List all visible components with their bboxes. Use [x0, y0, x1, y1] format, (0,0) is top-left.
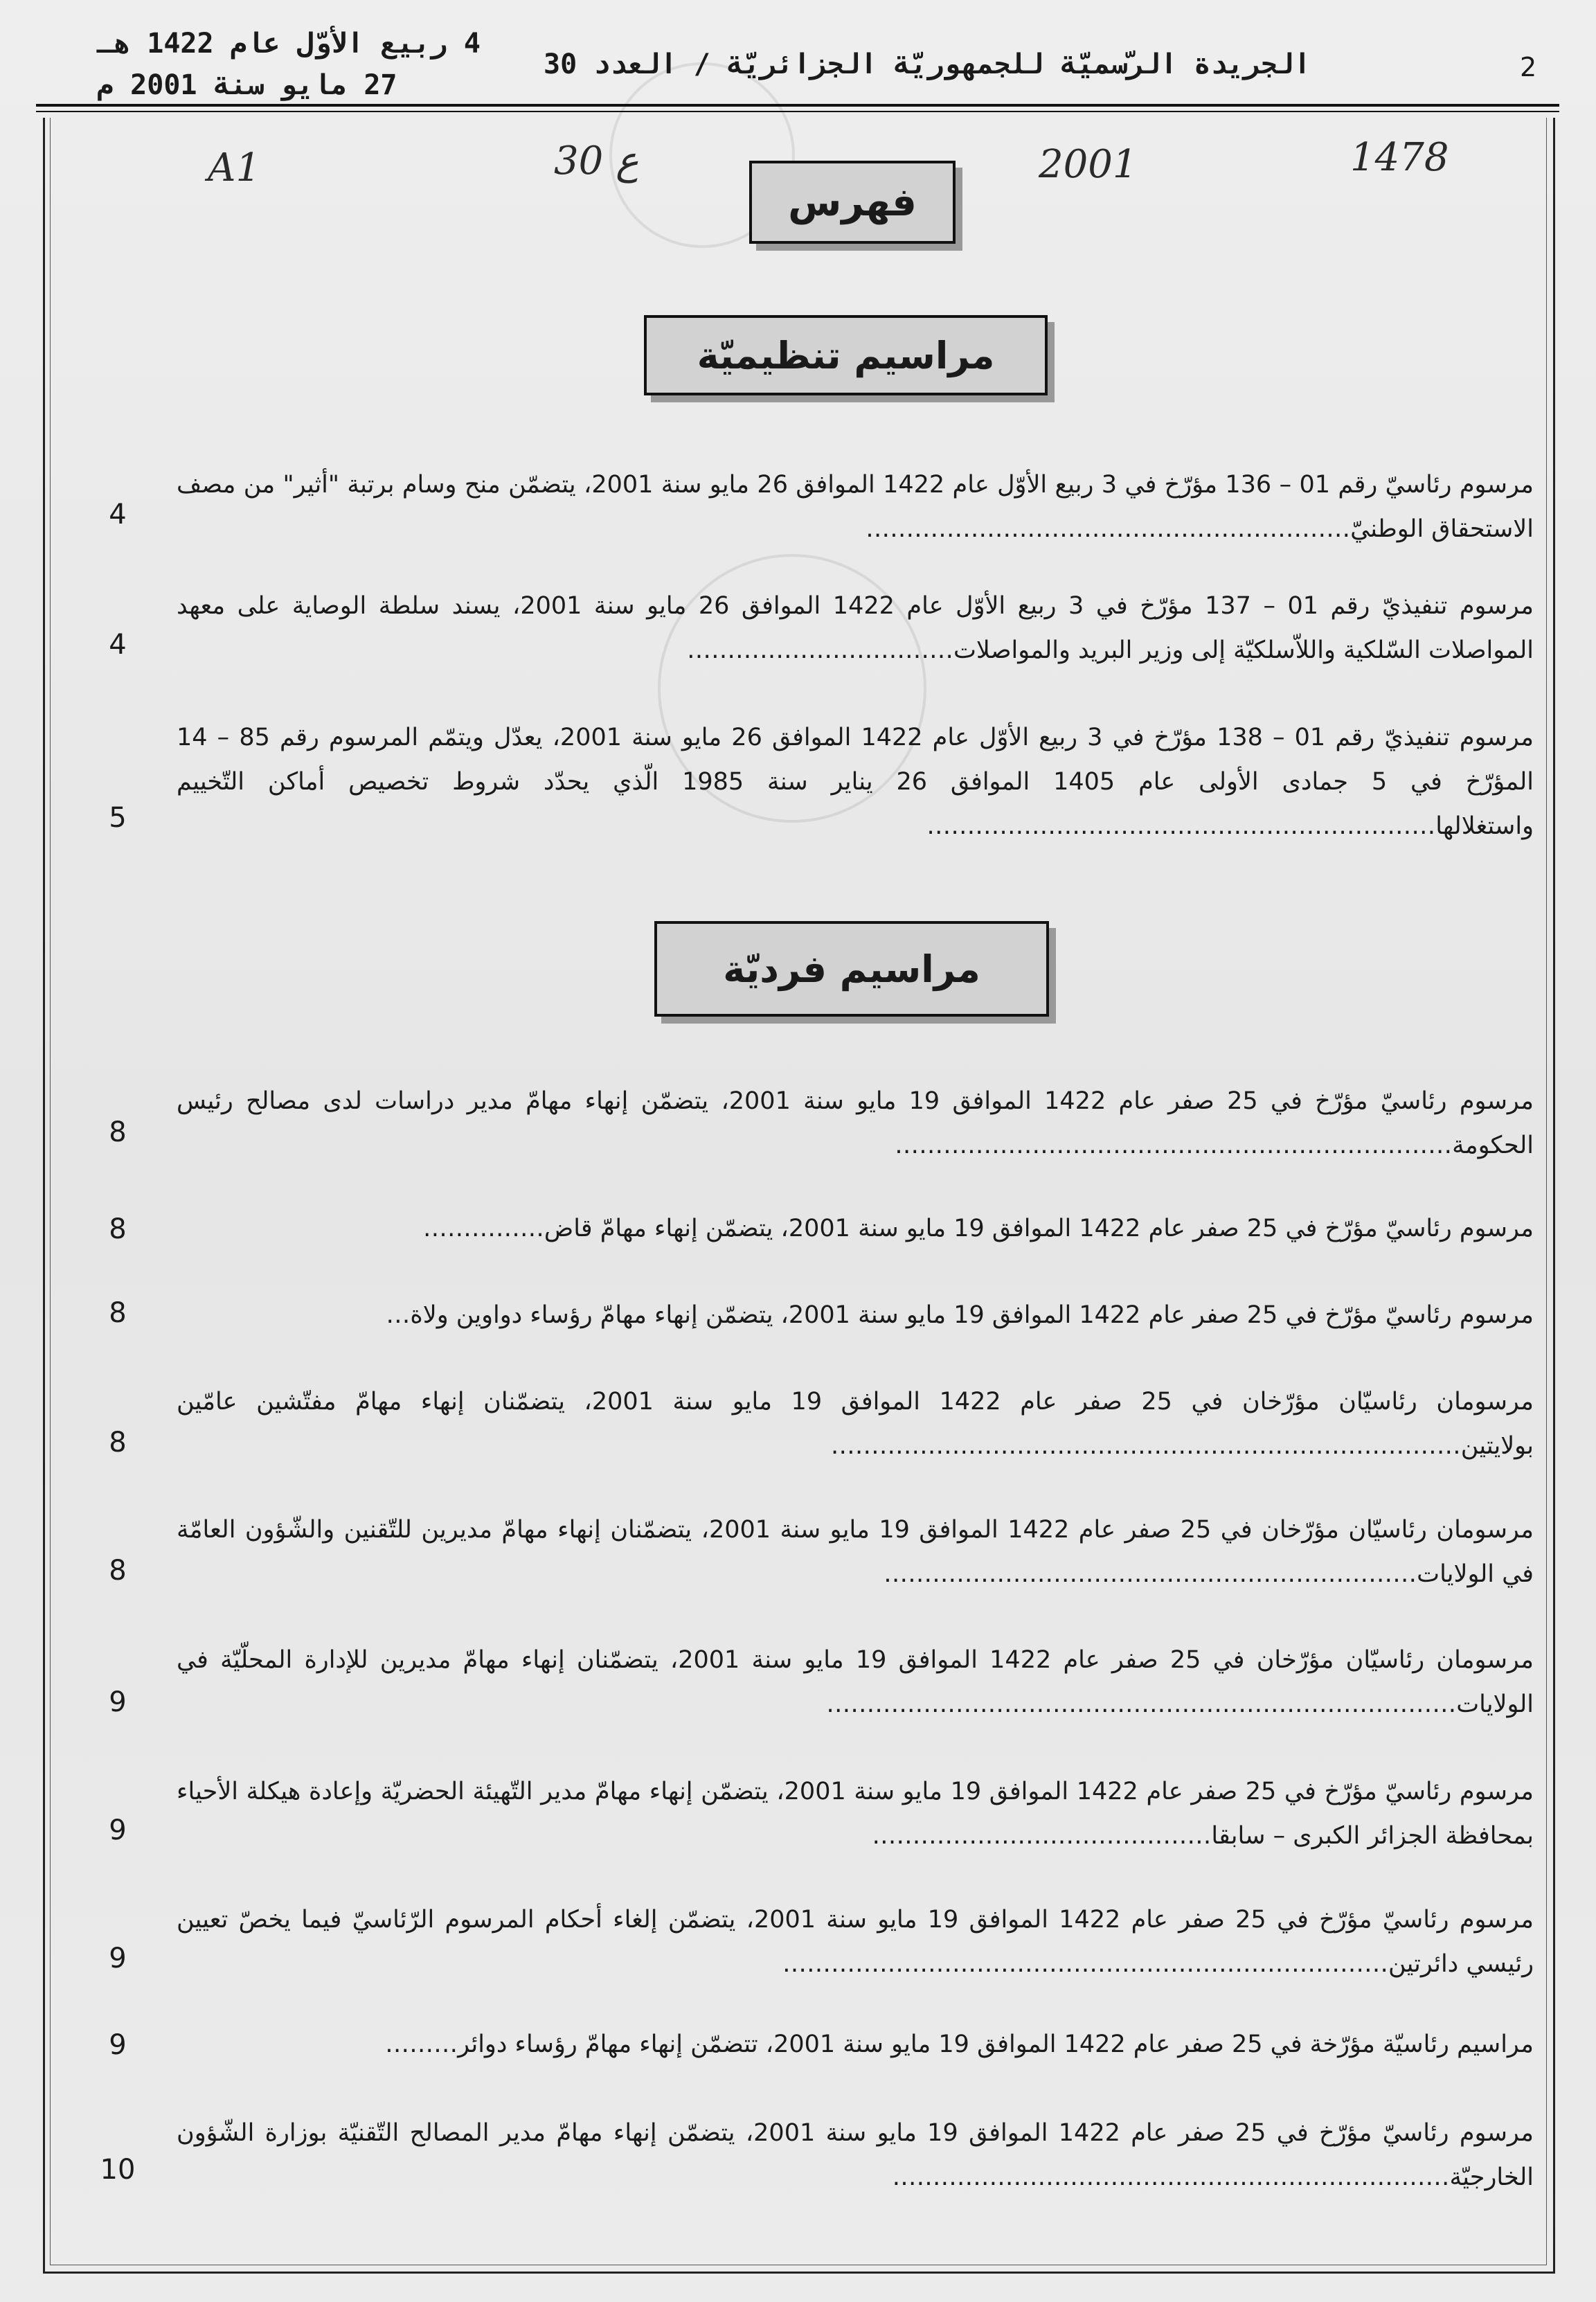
entry-page-number: 8	[109, 1555, 127, 1587]
entry-text: مرسوم تنفيذيّ رقم 01 – 137 مؤرّخ في 3 ربيع الأوّل عام 1422 الموافق 26 مايو سنة 2001، يسند سلطة الوصاية على معهد المواصلات السّلكية واللاّسلكيّة إلى وزير البريد والمواصلات	[177, 592, 1534, 664]
entry-page-number: 9	[109, 1686, 127, 1718]
toc-entry	[177, 1508, 1534, 1596]
entry-page-number: 9	[109, 1943, 127, 1974]
dot-leader: …………………………………………………………………	[782, 1950, 1388, 1978]
entry-text: مرسوم رئاسيّ رقم 01 – 136 مؤرّخ في 3 ربيع الأوّل عام 1422 الموافق 26 مايو سنة 2001، يتضمّن منح وسام برتبة "أثير" من مصف الاستحقاق الوطنيّ	[177, 471, 1534, 543]
date-hijri: 4 ربيع الأوّل عام 1422 هـ	[97, 28, 481, 60]
entry-page-number: 8	[109, 1427, 127, 1458]
dot-leader: ……………………………………………………	[866, 515, 1351, 543]
entry-page-number: 10	[100, 2154, 136, 2186]
entry-page-number: 9	[109, 1814, 127, 1846]
handwritten-note: 2001	[1039, 142, 1138, 187]
section-title-individual: مراسيم فرديّة	[654, 921, 1049, 1017]
entry-text: مرسوم تنفيذيّ رقم 01 – 138 مؤرّخ في 3 ربيع الأوّل عام 1422 الموافق 26 مايو سنة 2001، يعدّل ويتمّم المرسوم رقم 85 – 14 المؤرّخ في 5 جمادى الأولى عام 1405 الموافق 26 يناير سنة 1985 الّذي يحدّد شروط تخصيص أماكن التّخييم واستغلالها	[177, 724, 1534, 840]
dot-leader: …………………………………………………………	[884, 1560, 1417, 1588]
entry-text: مرسومان رئاسيّان مؤرّخان في 25 صفر عام 1422 الموافق 19 مايو سنة 2001، يتضمّنان إنهاء مهامّ مفتّشين عامّين بولايتين	[177, 1388, 1534, 1460]
dot-leader: ……………………………………………………………………	[826, 1690, 1457, 1718]
entry-page-number: 8	[109, 1297, 127, 1329]
dot-leader: ……………………………………………………………	[892, 2163, 1450, 2191]
entry-page-number: 9	[109, 2029, 127, 2061]
entry-text: مرسوم رئاسيّ مؤرّخ في 25 صفر عام 1422 الموافق 19 مايو سنة 2001، يتضمّن إنهاء مهامّ قاض	[544, 1215, 1534, 1242]
toc-entry	[177, 1638, 1534, 1726]
page-number: 2	[1520, 52, 1537, 82]
section-title-regulatory: مراسيم تنظيميّة	[644, 315, 1048, 395]
toc-entry	[177, 2022, 1534, 2067]
dot-leader: ……………………………	[686, 636, 953, 664]
entry-text: مرسوم رئاسيّ مؤرّخ في 25 صفر عام 1422 الموافق 19 مايو سنة 2001، يتضمّن إنهاء مهامّ رؤساء دواوين ولاة	[410, 1301, 1534, 1329]
dot-leader: ………	[385, 2031, 458, 2058]
header-rule-thin	[36, 111, 1559, 112]
date-gregorian: 27 مايو سنة 2001 م	[97, 69, 397, 101]
toc-entry	[177, 1898, 1534, 1986]
toc-entry	[177, 715, 1534, 848]
handwritten-note: 30 ع	[554, 139, 639, 184]
toc-entry	[177, 1079, 1534, 1168]
dot-leader: ………………………………………………………	[926, 812, 1436, 840]
entry-text: مرسومان رئاسيّان مؤرّخان في 25 صفر عام 1422 الموافق 19 مايو سنة 2001، يتضمّنان إنهاء مهامّ مديرين للإدارة المحلّيّة في الولايات	[177, 1646, 1534, 1718]
entry-page-number: 8	[109, 1116, 127, 1148]
entry-text: مرسوم رئاسيّ مؤرّخ في 25 صفر عام 1422 الموافق 19 مايو سنة 2001، يتضمّن إنهاء مهامّ مدير دراسات لدى مصالح رئيس الحكومة	[177, 1087, 1534, 1159]
handwritten-note: A1	[208, 145, 261, 190]
header-rule	[36, 104, 1559, 107]
dot-leader: ……………………………………………………………	[895, 1132, 1453, 1159]
toc-entry	[177, 1206, 1534, 1251]
toc-entry	[177, 1293, 1534, 1337]
entry-text: مرسوم رئاسيّ مؤرّخ في 25 صفر عام 1422 الموافق 19 مايو سنة 2001، يتضمّن إنهاء مهامّ مدير المصالح التّقنيّة بوزارة الشّؤون الخارجيّة	[177, 2119, 1534, 2191]
entry-text: مرسوم رئاسيّ مؤرّخ في 25 صفر عام 1422 الموافق 19 مايو سنة 2001، يتضمّن إنهاء مهامّ مدير التّهيئة الحضريّة وإعادة هيكلة الأحياء بمحافظة الجزائر الكبرى – سابقا	[177, 1778, 1534, 1850]
entry-text: مرسوم رئاسيّ مؤرّخ في 25 صفر عام 1422 الموافق 19 مايو سنة 2001، يتضمّن إلغاء أحكام المرسوم الرّئاسيّ فيما يخصّ تعيين رئيسي دائرتين	[177, 1906, 1534, 1978]
entry-text: مراسيم رئاسيّة مؤرّخة في 25 صفر عام 1422 الموافق 19 مايو سنة 2001، تتضمّن إنهاء مهامّ رؤساء دوائر	[458, 2031, 1534, 2058]
toc-entry	[177, 1380, 1534, 1468]
toc-entry	[177, 1769, 1534, 1858]
entry-page-number: 4	[109, 499, 127, 530]
entry-page-number: 5	[109, 802, 127, 834]
entry-page-number: 4	[109, 629, 127, 661]
toc-entry	[177, 584, 1534, 672]
handwritten-note: 1478	[1350, 135, 1449, 180]
journal-title: الجريدة الرّسميّة للجمهوريّة الجزائريّة / العدد 30	[544, 48, 1311, 80]
contents-title: فهرس	[749, 161, 956, 244]
dot-leader: ……………………………………	[872, 1822, 1212, 1850]
dot-leader: …	[386, 1301, 411, 1329]
dot-leader: ……………	[422, 1215, 544, 1242]
toc-entry	[177, 463, 1534, 551]
entry-text: مرسومان رئاسيّان مؤرّخان في 25 صفر عام 1422 الموافق 19 مايو سنة 2001، يتضمّنان إنهاء مهامّ مديرين للتّقنين والشّؤون العامّة في الولايات	[177, 1516, 1534, 1588]
toc-entry	[177, 2111, 1534, 2200]
dot-leader: ……………………………………………………………………	[830, 1432, 1461, 1460]
entry-page-number: 8	[109, 1213, 127, 1245]
